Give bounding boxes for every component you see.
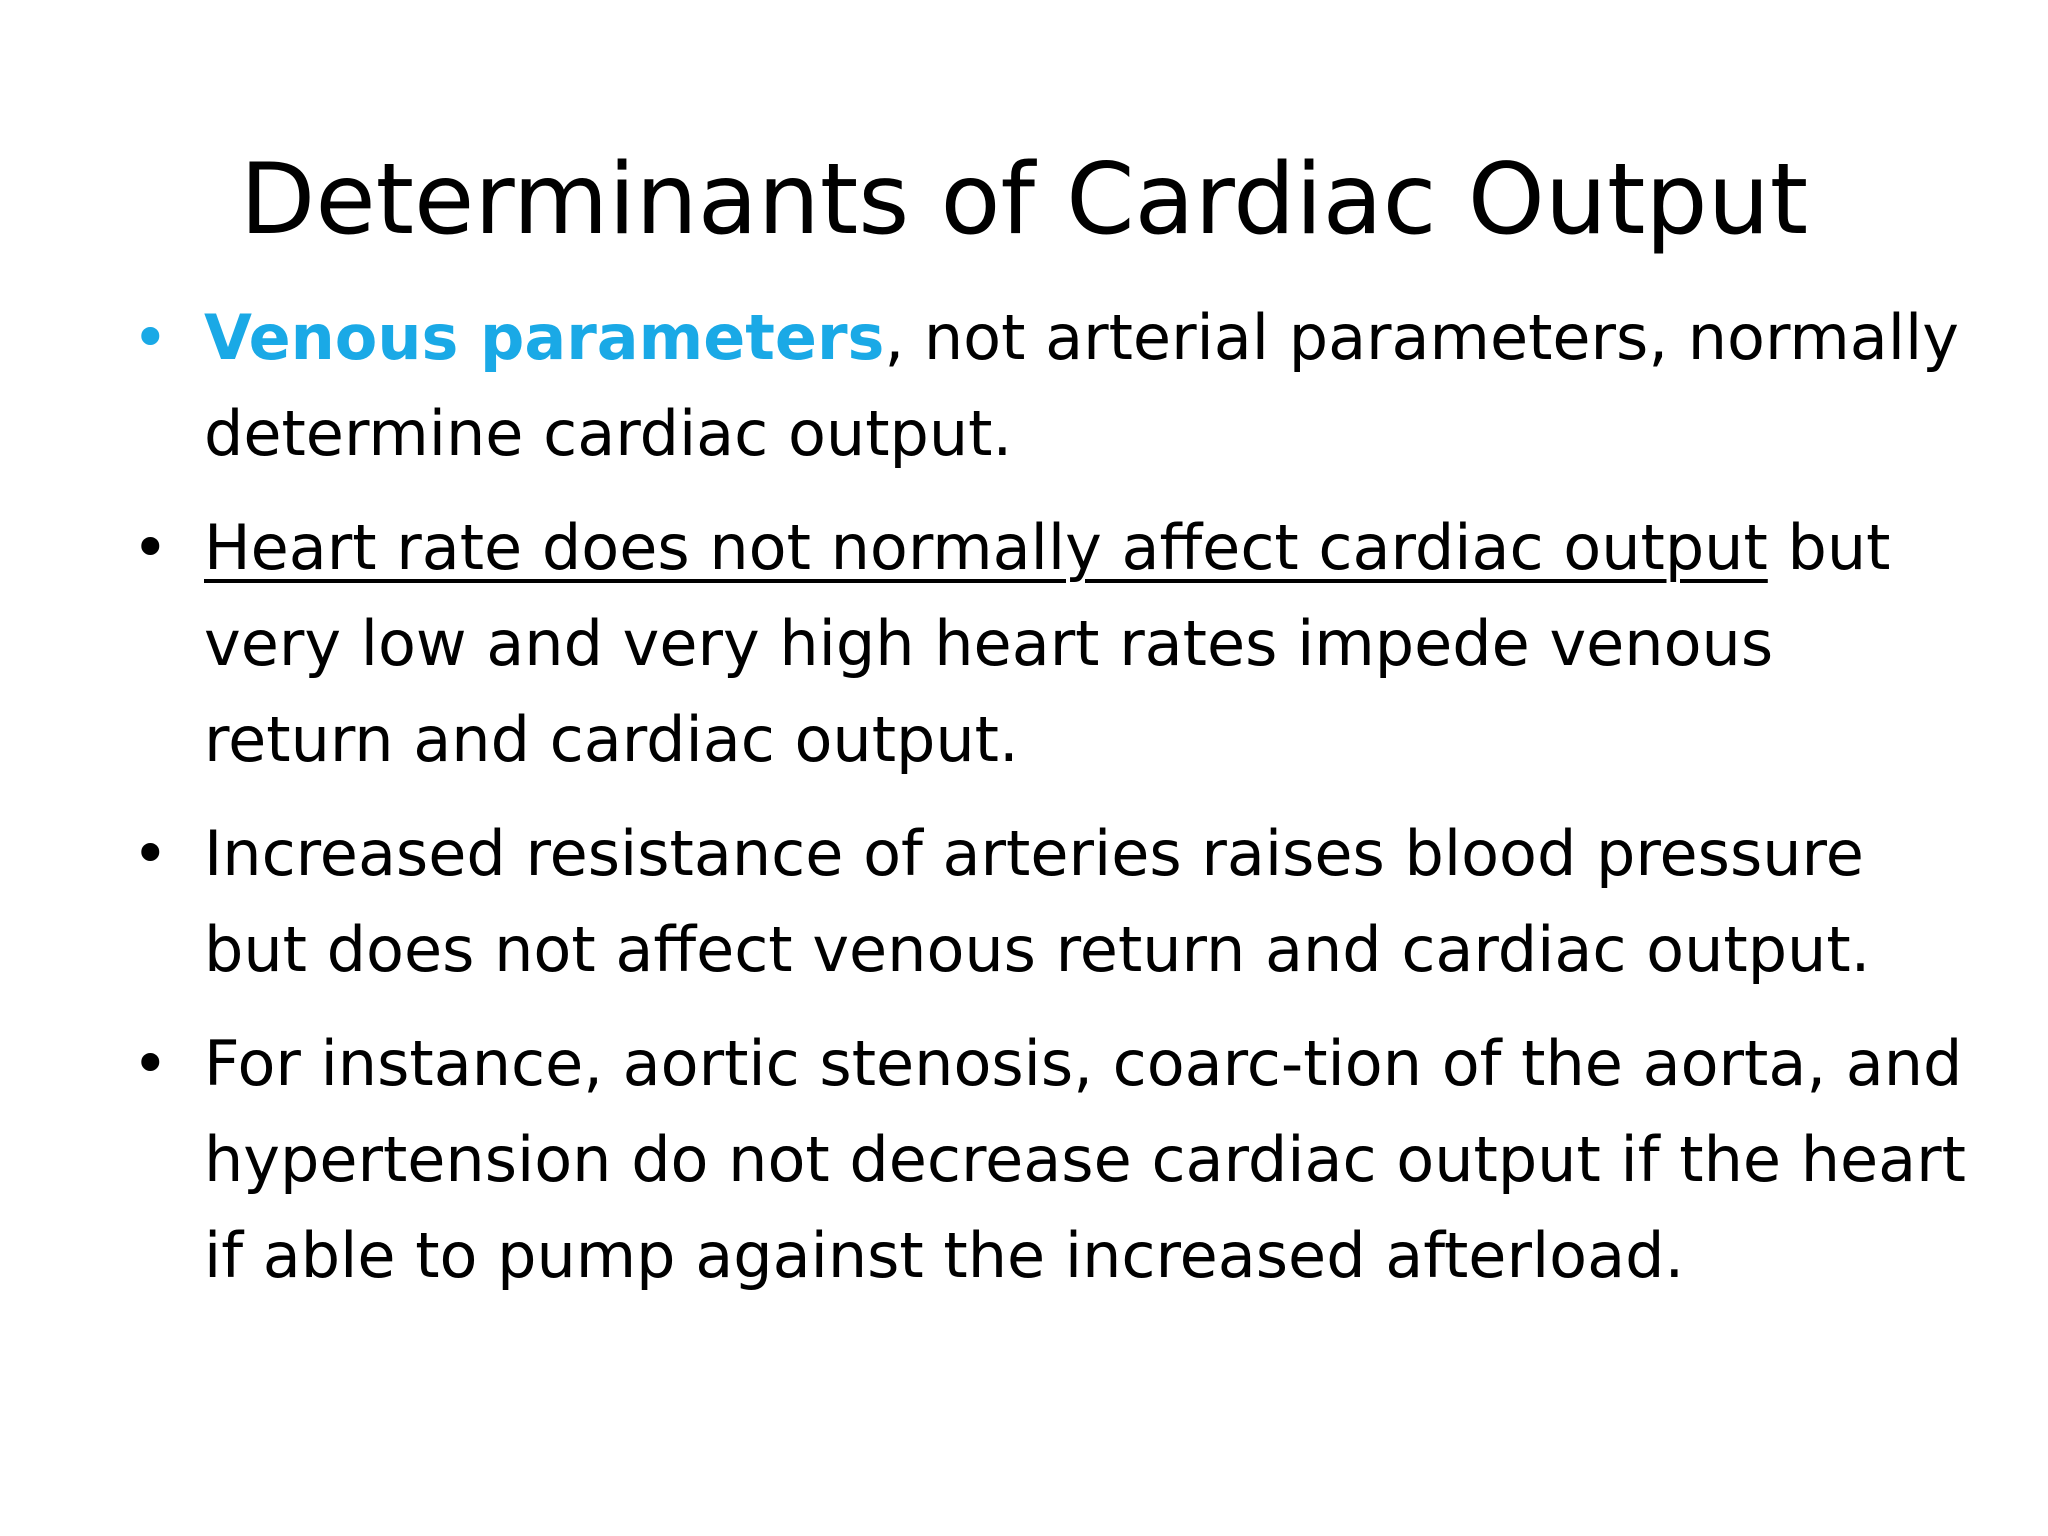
bullet-dot-icon: • [132, 511, 169, 584]
bullet-text: but very low and very high heart rates impede venous return and cardiac output. [204, 511, 1891, 776]
slide-title: Determinants of Cardiac Output [239, 143, 1809, 257]
bullet-dot-icon: • [132, 1027, 169, 1100]
bullet-text: , not arterial parameters, normally determine cardiac output. [204, 301, 1959, 470]
highlight-text: Venous parameters [204, 301, 885, 374]
bullet-dot-icon: • [132, 817, 169, 890]
bullet-item [120, 806, 1980, 998]
bullet-text: For instance, aortic stenosis, coarc-tion of the aorta, and hypertension do not decrease cardiac output if the heart if able to pump against the increased afterload. [204, 1027, 1966, 1292]
bullet-text: Increased resistance of arteries raises blood pressure but does not affect venous return and cardiac output. [204, 817, 1871, 986]
bullet-item [120, 500, 1980, 788]
bullet-dot-icon: • [132, 301, 169, 374]
bullet-list [120, 290, 1980, 1322]
underlined-text: Heart rate does not normally affect cardiac output [204, 511, 1768, 584]
bullet-item [120, 290, 1980, 482]
bullet-item [120, 1016, 1980, 1304]
